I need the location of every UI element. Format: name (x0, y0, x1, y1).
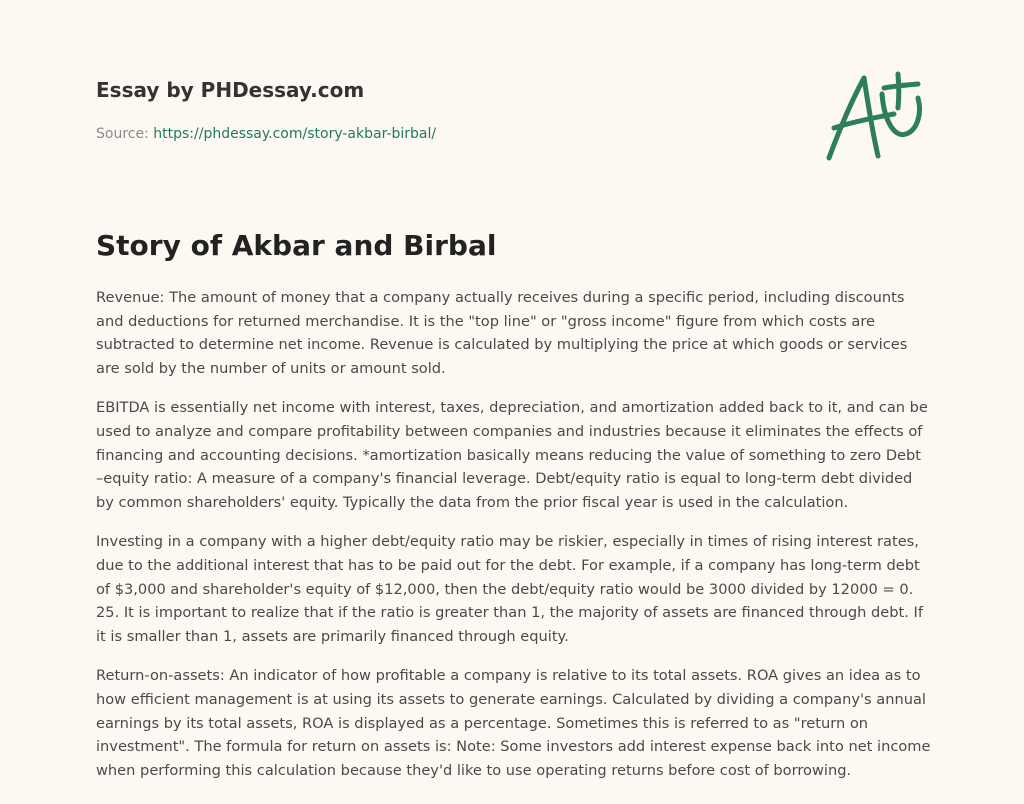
source-line (96, 124, 436, 144)
essay-body (96, 286, 932, 798)
essay-paragraph: EBITDA is essentially net income with interest, taxes, depreciation, and amortization added back to it, and can be used to analyze and compare profitability between companies and industries because it eliminates the effects of financing and accounting decisions. *amortization basically means reducing the value of something to zero Debt –equity ratio: A measure of a company's financial leverage. Debt/equity ratio is equal to long-term debt divided by common shareholders' equity. Typically the data from the prior fiscal year is used in the calculation. (96, 399, 928, 511)
site-title: Essay by PHDessay.com (96, 78, 365, 102)
source-label: Source: (96, 126, 149, 142)
essay-paragraph: Return-on-assets: An indicator of how profitable a company is relative to its total assets. ROA gives an idea as to how efficient management is at using its assets to generate earnings. Calculated by dividing a company's annual earnings by its total assets, ROA is displayed as a percentage. Sometimes this is referred to as "return on investment". The formula for return on assets is: Note: Some investors add interest expense back into net income when performing this calculation because they'd like to use operating returns before cost of borrowing. (96, 667, 931, 779)
essay-title: Story of Akbar and Birbal (96, 229, 497, 262)
essay-paragraph: Investing in a company with a higher debt/equity ratio may be riskier, especially in times of rising interest rates, due to the additional interest that has to be paid out for the debt. For example, if a company has long-term debt of $3,000 and shareholder's equity of $12,000, then the debt/equity ratio would be 3000 divided by 12000 = 0. 25. It is important to realize that if the ratio is greater than 1, the majority of assets are financed through debt. If it is smaller than 1, assets are primarily financed through equity. (96, 533, 923, 645)
a-plus-logo-icon (822, 68, 926, 164)
source-link[interactable]: https://phdessay.com/story-akbar-birbal/ (153, 126, 437, 142)
essay-paragraph: Revenue: The amount of money that a company actually receives during a specific period, including discounts and deductions for returned merchandise. It is the "top line" or "gross income" figure from which costs are subtracted to determine net income. Revenue is calculated by multiplying the price at which goods or services are sold by the number of units or amount sold. (96, 289, 908, 377)
page-header (96, 76, 436, 144)
